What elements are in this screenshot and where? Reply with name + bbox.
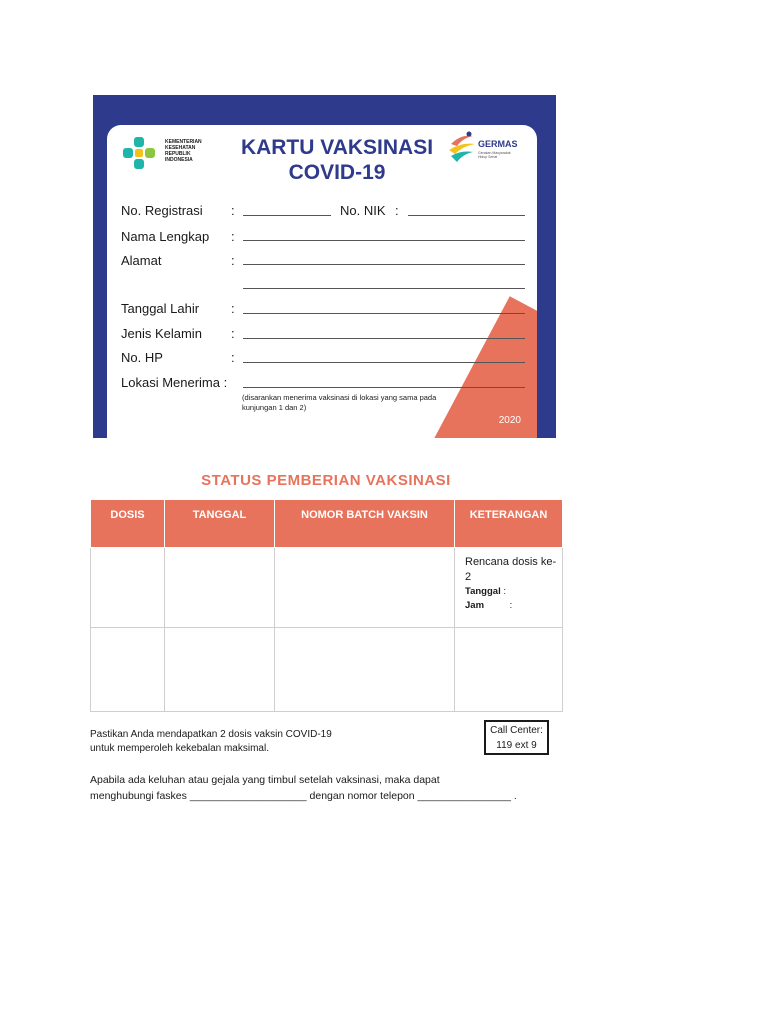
vaccination-card [93,95,556,438]
complaint-line2: menghubungi faskes ____________________ dengan nomor telepon ________________ . [90,790,517,802]
alamat-line-2[interactable] [243,288,525,289]
colon: : [223,375,228,390]
keterangan-content [455,548,562,613]
registrasi-line[interactable] [243,215,331,216]
nama-line[interactable] [243,240,525,241]
germas-swoosh-icon [447,130,477,166]
colon: : [231,253,235,268]
complaint-line1: Apabila ada keluhan atau gejala yang timbul setelah vaksinasi, maka dapat [90,774,440,786]
germas-logo-text: GERMAS [478,139,518,149]
nik-line[interactable] [408,215,525,216]
card-title [207,135,467,185]
lokasi-label-text: Lokasi Menerima [121,375,220,390]
table-row [91,548,563,628]
field-label-nama: Nama Lengkap [121,229,210,244]
field-label-registrasi: No. Registrasi [121,203,203,218]
lokasi-line[interactable] [243,387,525,388]
plan-date-row [465,585,562,599]
field-label-jenis-kelamin: Jenis Kelamin [121,326,202,341]
field-label-nik: No. NIK [340,203,386,218]
dose-note-line2: untuk memperoleh kekebalan maksimal. [90,743,269,754]
field-label-alamat: Alamat [121,253,162,268]
colon: : [395,203,399,218]
status-table-header [91,500,563,548]
colon: : [231,229,235,244]
header-nomor-batch: NOMOR BATCH VAKSIN [275,500,455,548]
plan-time-sep: : [509,600,513,611]
alamat-line-1[interactable] [243,264,525,265]
call-center-label: Call Center: [490,725,543,736]
dose-note-line1: Pastikan Anda mendapatkan 2 dosis vaksin COVID-19 [90,729,332,740]
germas-logo [447,130,537,166]
call-center-number: 119 ext 9 [496,740,537,751]
hp-line[interactable] [243,362,525,363]
card-year: 2020 [498,415,521,426]
card-note: (disarankan menerima vaksinasi di lokasi yang sama pada kunjungan 1 dan 2) [242,393,437,412]
plan-text: Rencana dosis ke-2 [465,556,557,583]
header-dosis: DOSIS [91,500,165,548]
plan-date-sep: : [503,586,506,597]
card-body [107,125,537,438]
card-title-line2: COVID-19 [288,161,386,184]
batch-cell[interactable] [275,628,455,712]
kemenkes-emblem-icon [121,135,159,171]
keterangan-cell[interactable] [455,628,563,712]
jenis-kelamin-line[interactable] [243,338,525,339]
field-label-lokasi [121,375,227,390]
dosis-cell[interactable] [91,628,165,712]
tanggal-cell[interactable] [165,628,275,712]
colon: : [231,203,235,218]
plan-time-row [465,599,562,613]
complaint-note [90,772,570,804]
colon: : [231,301,235,316]
tanggal-lahir-line[interactable] [243,313,525,314]
status-table [90,499,563,712]
keterangan-cell[interactable] [455,548,563,628]
card-title-line1: KARTU VAKSINASI [240,136,434,159]
header-tanggal: TANGGAL [165,500,275,548]
header-keterangan: KETERANGAN [455,500,563,548]
germas-tagline: Gerakan Masyarakat Hidup Sehat [478,151,511,159]
dose-note [90,728,450,756]
dosis-cell[interactable] [91,548,165,628]
colon: : [231,326,235,341]
table-row [91,628,563,712]
plan-date-label: Tanggal [465,586,501,597]
batch-cell[interactable] [275,548,455,628]
kemenkes-logo-text: KEMENTERIAN KESEHATAN REPUBLIK INDONESIA [165,139,202,163]
field-label-hp: No. HP [121,350,163,365]
call-center-box [484,720,549,755]
colon: : [231,350,235,365]
tanggal-cell[interactable] [165,548,275,628]
status-title: STATUS PEMBERIAN VAKSINASI [201,472,451,489]
plan-time-label: Jam [465,600,485,611]
field-label-tanggal-lahir: Tanggal Lahir [121,301,200,316]
